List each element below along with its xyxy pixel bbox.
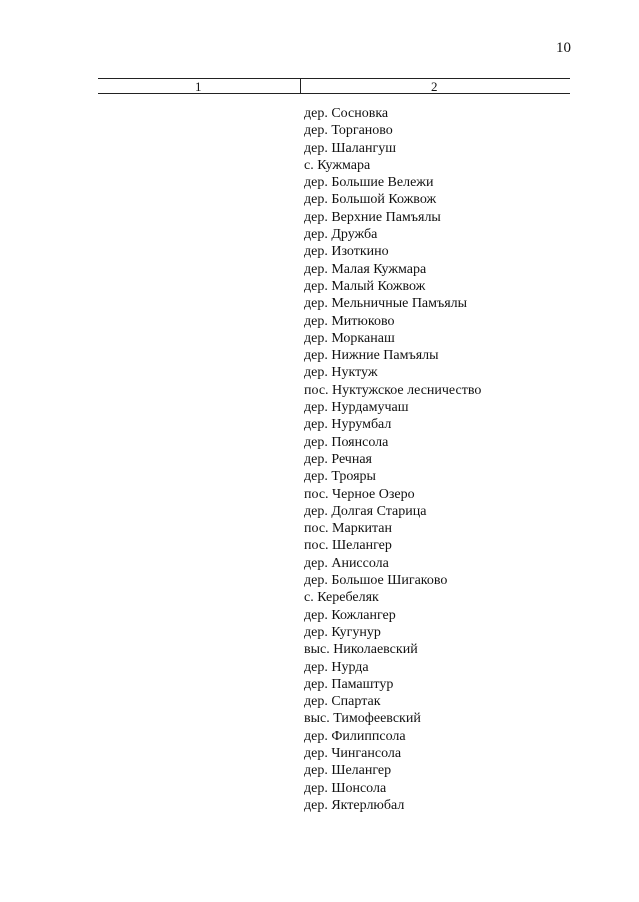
settlement-item: дер. Яктерлюбал: [304, 797, 405, 813]
settlement-item: дер. Торганово: [304, 123, 393, 139]
column-divider: [300, 79, 301, 93]
settlement-item: дер. Шалангуш: [304, 140, 397, 156]
settlement-item: дер. Трояры: [304, 469, 376, 485]
settlement-item: дер. Мельничные Памъялы: [304, 296, 468, 312]
settlement-item: дер. Спартак: [304, 694, 381, 710]
settlement-item: пос. Нуктужское лесничество: [304, 382, 482, 398]
settlement-item: дер. Шонсола: [304, 780, 387, 796]
settlement-item: дер. Кожлангер: [304, 607, 396, 623]
settlement-item: с. Керебеляк: [304, 590, 379, 606]
settlement-item: дер. Большие Вележи: [304, 175, 434, 191]
settlement-item: дер. Аниссола: [304, 555, 389, 571]
settlement-item: выс. Николаевский: [304, 642, 418, 658]
settlement-item: дер. Изоткино: [304, 244, 389, 260]
settlement-item: дер. Морканаш: [304, 330, 395, 346]
settlement-item: дер. Нурумбал: [304, 417, 392, 433]
table-header: [98, 78, 570, 94]
settlement-item: дер. Большое Шигаково: [304, 573, 448, 589]
settlement-item: дер. Большой Кожвож: [304, 192, 437, 208]
settlement-item: пос. Маркитан: [304, 521, 393, 537]
settlement-list: [304, 105, 481, 814]
settlement-item: дер. Малый Кожвож: [304, 278, 426, 294]
settlement-item: дер. Дружба: [304, 227, 378, 243]
settlement-item: дер. Нурда: [304, 659, 369, 675]
settlement-item: дер. Кугунур: [304, 624, 381, 640]
settlement-item: дер. Сосновка: [304, 106, 389, 121]
page-number: 10: [556, 40, 571, 56]
settlement-item: дер. Нижние Памъялы: [304, 348, 439, 364]
column-2-number: 2: [431, 79, 438, 94]
settlement-item: дер. Верхние Памъялы: [304, 209, 441, 225]
settlement-item: дер. Нурдамучаш: [304, 400, 409, 416]
settlement-item: дер. Филиппсола: [304, 728, 406, 744]
column-1-number: 1: [195, 79, 202, 94]
settlement-item: дер. Поянсола: [304, 434, 389, 450]
settlement-item: дер. Шелангер: [304, 763, 392, 779]
settlement-item: дер. Митюково: [304, 313, 395, 329]
settlement-item: выс. Тимофеевский: [304, 711, 421, 727]
settlement-item: с. Кужмара: [304, 157, 371, 173]
settlement-item: дер. Памаштур: [304, 676, 394, 692]
settlement-item: пос. Черное Озеро: [304, 486, 415, 502]
settlement-item: дер. Малая Кужмара: [304, 261, 427, 277]
settlement-item: дер. Речная: [304, 451, 372, 467]
settlement-item: дер. Долгая Старица: [304, 503, 427, 519]
settlement-item: пос. Шелангер: [304, 538, 392, 554]
settlement-item: дер. Нуктуж: [304, 365, 378, 381]
settlement-item: дер. Чингансола: [304, 745, 402, 761]
